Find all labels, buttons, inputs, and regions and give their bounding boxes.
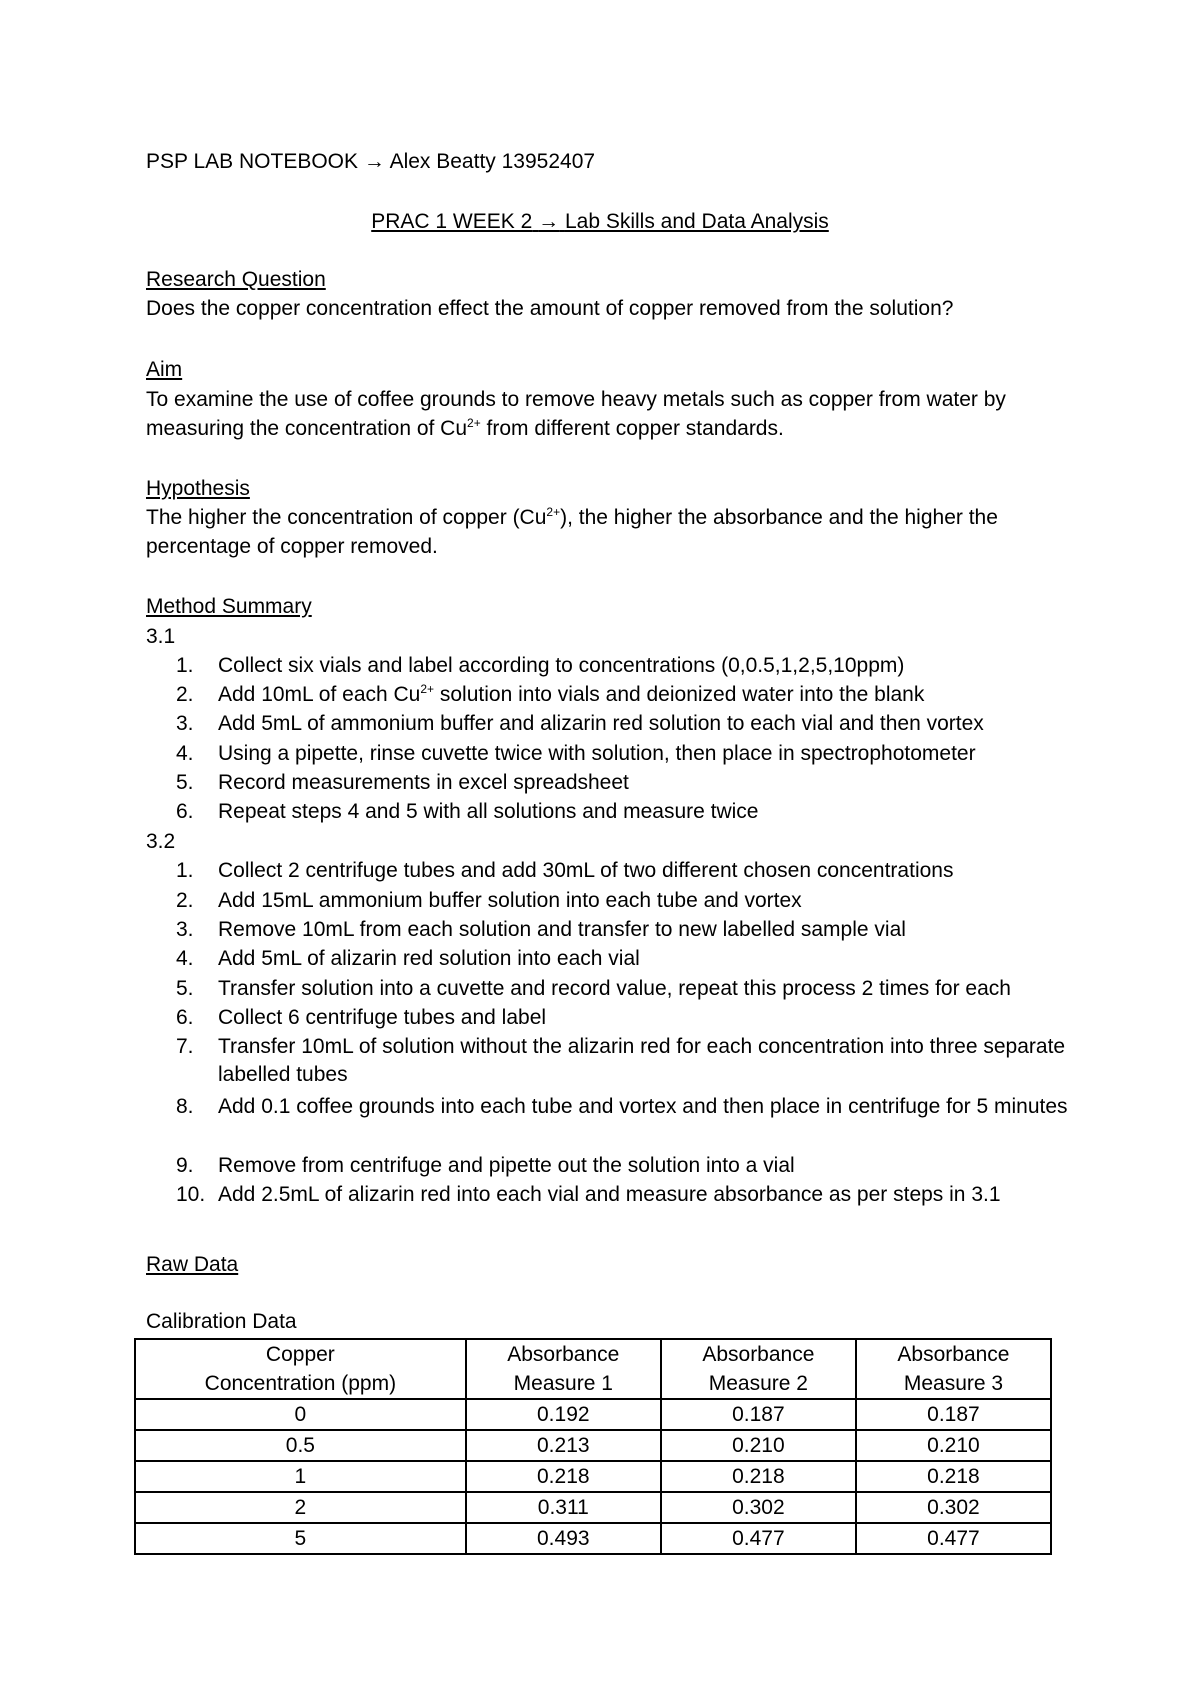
table-cell: 0.493 (466, 1523, 661, 1554)
table-cell: 0.218 (466, 1461, 661, 1492)
step-text: solution into vials and deionized water into the blank (434, 683, 925, 706)
method-step (176, 1181, 1001, 1209)
step-number: 4. (176, 742, 194, 765)
table-cell: 0.302 (856, 1492, 1051, 1523)
table-cell: 5 (135, 1523, 466, 1554)
notebook-header (146, 148, 595, 176)
method-step (176, 1033, 1076, 1089)
method-step (176, 1004, 546, 1032)
method-step (176, 887, 802, 915)
step-number: 3. (176, 712, 194, 735)
research-heading: Research Question (146, 268, 326, 291)
step-text: Transfer 10mL of solution without the alizarin red for each concentration into three separate labelled tubes (218, 1035, 1066, 1086)
step-number: 6. (176, 1006, 194, 1029)
step-number: 7. (176, 1035, 194, 1058)
aim-line-1: To examine the use of coffee grounds to remove heavy metals such as copper from water by (146, 388, 1006, 411)
method-step (176, 1093, 1076, 1121)
method-section-3-1: 3.1 (146, 625, 176, 648)
table-cell: 0.477 (856, 1523, 1051, 1554)
table-cell: 0.218 (661, 1461, 856, 1492)
step-text: Record measurements in excel spreadsheet (218, 771, 629, 794)
method-step (176, 916, 906, 944)
header-line: Absorbance (897, 1343, 1010, 1366)
hypothesis-line-1 (146, 504, 998, 532)
method-step (176, 652, 904, 680)
step-text: Add 0.1 coffee grounds into each tube and vortex and then place in centrifuge for 5 minutes (218, 1095, 1068, 1118)
raw-data-heading: Raw Data (146, 1253, 239, 1276)
step-text: Using a pipette, rinse cuvette twice with solution, then place in spectrophotometer (218, 742, 976, 765)
aim-heading: Aim (146, 358, 183, 381)
header-line: Copper (265, 1343, 335, 1366)
table-cell: 0.187 (856, 1399, 1051, 1430)
aim-text-a: measuring the concentration of Cu (146, 417, 468, 440)
hypothesis-heading: Hypothesis (146, 477, 250, 500)
header-line: Absorbance (507, 1343, 620, 1366)
table-cell: 0.302 (661, 1492, 856, 1523)
step-text: Transfer solution into a cuvette and record value, repeat this process 2 times for each (218, 977, 1011, 1000)
method-step (176, 769, 629, 797)
table-cell: 2 (135, 1492, 466, 1523)
table-cell: 1 (135, 1461, 466, 1492)
step-number: 10. (176, 1183, 206, 1206)
arrow-icon: → (538, 210, 560, 233)
step-number: 5. (176, 771, 194, 794)
step-number: 4. (176, 947, 194, 970)
header-line: Measure 1 (513, 1372, 613, 1395)
title-suffix: Lab Skills and Data Analysis (564, 210, 829, 233)
step-text: Collect six vials and label according to concentrations (0,0.5,1,2,5,10ppm) (218, 654, 905, 677)
step-number: 5. (176, 977, 194, 1000)
research-text: Does the copper concentration effect the amount of copper removed from the solution? (146, 297, 954, 320)
title-prefix: PRAC 1 WEEK 2 (371, 210, 533, 233)
step-text: Collect 6 centrifuge tubes and label (218, 1006, 547, 1029)
table-cell: 0.210 (856, 1430, 1051, 1461)
step-number: 6. (176, 800, 194, 823)
calibration-table (134, 1338, 1052, 1555)
step-number: 9. (176, 1154, 194, 1177)
method-step (176, 1152, 795, 1180)
table-cell: 0.218 (856, 1461, 1051, 1492)
aim-line-2 (146, 415, 784, 443)
method-step (176, 945, 640, 973)
method-heading: Method Summary (146, 595, 312, 618)
method-step (176, 710, 984, 738)
header-line: Measure 2 (708, 1372, 808, 1395)
table-cell: 0.210 (661, 1430, 856, 1461)
table-cell: 0.311 (466, 1492, 661, 1523)
superscript: 2+ (467, 416, 481, 430)
column-header (856, 1339, 1051, 1399)
page-title (0, 208, 1200, 236)
method-step (176, 975, 1011, 1003)
step-text: Repeat steps 4 and 5 with all solutions and measure twice (218, 800, 759, 823)
step-number: 1. (176, 859, 194, 882)
column-header (466, 1339, 661, 1399)
header-line: Absorbance (702, 1343, 815, 1366)
table-cell: 0 (135, 1399, 466, 1430)
step-number: 2. (176, 683, 194, 706)
table-cell: 0.5 (135, 1430, 466, 1461)
header-line: Measure 3 (903, 1372, 1004, 1395)
method-step (176, 740, 976, 768)
table-cell: 0.213 (466, 1430, 661, 1461)
table-row (135, 1492, 1051, 1523)
method-step (176, 798, 758, 826)
superscript: 2+ (420, 682, 435, 696)
hypothesis-line-2: percentage of copper removed. (146, 535, 438, 558)
step-number: 8. (176, 1095, 194, 1118)
table-header-row (135, 1339, 1051, 1399)
column-header (661, 1339, 856, 1399)
step-number: 3. (176, 918, 194, 941)
step-number: 1. (176, 654, 194, 677)
superscript: 2+ (546, 505, 561, 519)
step-number: 2. (176, 889, 194, 912)
table-row (135, 1399, 1051, 1430)
header-prefix: PSP LAB NOTEBOOK (146, 150, 359, 173)
step-text: Add 2.5mL of alizarin red into each vial and measure absorbance as per steps in 3.1 (218, 1183, 1001, 1206)
table-row (135, 1523, 1051, 1554)
step-text: Collect 2 centrifuge tubes and add 30mL of two different chosen concentrations (218, 859, 954, 882)
header-author: Alex Beatty 13952407 (389, 150, 596, 173)
step-text: Add 15mL ammonium buffer solution into each tube and vortex (218, 889, 802, 912)
hypothesis-text-a: The higher the concentration of copper (Cu (146, 506, 547, 529)
column-header (135, 1339, 466, 1399)
aim-text-b: from different copper standards. (480, 417, 784, 440)
table-cell: 0.477 (661, 1523, 856, 1554)
table-row (135, 1461, 1051, 1492)
step-text: Add 5mL of alizarin red solution into each vial (218, 947, 640, 970)
arrow-icon: → (363, 150, 385, 173)
table-cell: 0.192 (466, 1399, 661, 1430)
method-step (176, 857, 953, 885)
table-cell: 0.187 (661, 1399, 856, 1430)
method-step (176, 681, 924, 709)
step-text: Remove 10mL from each solution and transfer to new labelled sample vial (218, 918, 906, 941)
step-text: Add 5mL of ammonium buffer and alizarin red solution to each vial and then vortex (218, 712, 984, 735)
hypothesis-text-b: ), the higher the absorbance and the higher the (560, 506, 998, 529)
step-text: Remove from centrifuge and pipette out the solution into a vial (218, 1154, 795, 1177)
method-section-3-2: 3.2 (146, 830, 176, 853)
header-line: Concentration (ppm) (204, 1372, 397, 1395)
table-row (135, 1430, 1051, 1461)
calibration-title: Calibration Data (146, 1310, 297, 1333)
step-text: Add 10mL of each Cu (218, 683, 421, 706)
